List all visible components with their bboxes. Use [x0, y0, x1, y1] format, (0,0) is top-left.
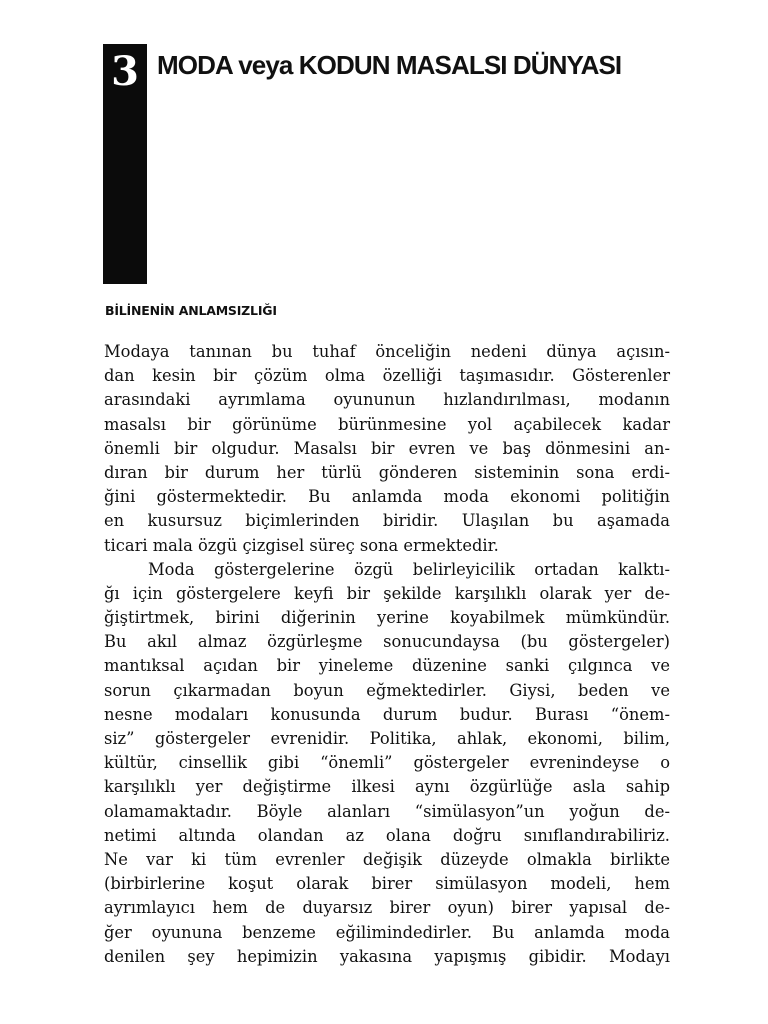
paragraph-2	[104, 558, 670, 969]
text-line: Moda göstergelerine özgü belirleyicilik ortadan kalktı-	[148, 559, 670, 579]
text-line: ğer oyununa benzeme eğilimindedirler. Bu anlamda moda	[104, 922, 670, 942]
text-line: ayrımlayıcı hem de duyarsız birer oyun) birer yapısal de-	[104, 898, 670, 918]
text-line: en kusursuz biçimlerinden biridir. Ulaşılan bu aşamada	[104, 511, 670, 531]
text-line: siz” göstergeler evrenidir. Politika, ahlak, ekonomi, bilim,	[104, 729, 670, 748]
text-line: ğiştirtmek, birini diğerinin yerine koyabilmek mümkündür.	[104, 608, 670, 628]
text-line: mantıksal açıdan bir yineleme düzenine sanki çılgınca ve	[104, 656, 670, 676]
text-line: karşılıklı yer değiştirme ilkesi aynı özgürlüğe asla sahip	[104, 777, 670, 797]
text-line: Bu akıl almaz özgürleşme sonucundaysa (bu göstergeler)	[104, 632, 670, 652]
text-line: masalsı bir görünüme bürünmesine yol açabilecek kadar	[104, 414, 670, 434]
paragraph-1	[104, 340, 670, 558]
text-line: dıran bir durum her türlü gönderen sisteminin sona erdi-	[104, 462, 670, 482]
text-line: nesne modaları konusunda durum budur. Burası “önem-	[104, 704, 670, 724]
text-line: (birbirlerine koşut olarak birer simülasyon modeli, hem	[104, 874, 670, 894]
text-line: sorun çıkarmadan boyun eğmektedirler. Giysi, beden ve	[104, 680, 670, 700]
text-line: önemli bir olgudur. Masalsı bir evren ve baş dönmesini an-	[104, 438, 670, 458]
text-line: Ne var ki tüm evrenler değişik düzeyde olmakla birlikte	[104, 849, 670, 869]
chapter-number: 3	[111, 48, 139, 95]
body-text	[104, 340, 670, 969]
text-line: Modaya tanınan bu tuhaf önceliğin nedeni dünya açısın-	[104, 342, 670, 361]
text-line: ticari mala özgü çizgisel süreç sona ermektedir.	[104, 535, 499, 555]
text-line: dan kesin bir çözüm olma özelliği taşımasıdır. Gösterenler	[104, 366, 670, 386]
text-line: ğı için göstergelere keyfi bir şekilde karşılıklı olarak yer de-	[104, 583, 670, 603]
text-line: denilen şey hepimizin yakasına yapışmış gibidir. Modayı	[104, 946, 670, 966]
text-line: netimi altında olandan az olana doğru sınıflandırabiliriz.	[104, 825, 670, 845]
chapter-title: MODA veya KODUN MASALSI DÜNYASI	[157, 50, 622, 80]
text-line: kültür, cinsellik gibi “önemli” göstergeler evrenindeyse o	[104, 753, 670, 773]
text-line: olamamaktadır. Böyle alanları “simülasyon”un yoğun de-	[104, 801, 670, 821]
text-line: ğini göstermektedir. Bu anlamda moda ekonomi politiğin	[104, 487, 670, 507]
text-line: arasındaki ayrımlama oyununun hızlandırılması, modanın	[104, 390, 670, 410]
section-heading: BİLİNENİN ANLAMSIZLIĞI	[105, 303, 277, 318]
